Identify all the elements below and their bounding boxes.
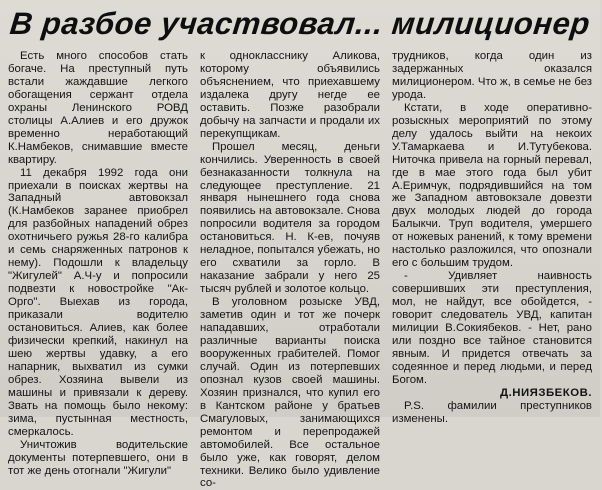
paragraph: - Удивляет наивность совершивших эти преступления, мол, не найдут, все обойдется, - говорит следователь УВД, капитан милиции В.Сокиябеков. - Нет, рано или поздно все тайное становится явным. И придется отвечать за содеянное и перед людьми, и перед Богом. <box>392 270 592 386</box>
paragraph: к однокласснику Аликова, которому объявились объяснением, что приехавшему издалека другу негде ее оставить. Позже разобрали добычу на запчасти и продали их перекупщикам. <box>200 50 380 140</box>
paragraph: Уничтожив водительские документы потерпевшего, они в тот же день отогнали "Жигули" <box>8 438 188 477</box>
paragraph: Прошел месяц, деньги кончились. Уверенность в своей безнаказанности толкнула на следующее преступление. 21 января нынешнего года снова появились на автовокзале. Снова попросили водителя за городом остановиться. Н. К-ев, почуяв неладное, попытался убежать, но его схватили за горло. В наказание забрали у него 25 тысяч рублей и золотое кольцо. <box>200 140 380 296</box>
paragraph: Есть много способов стать богаче. На преступный путь встали жаждавшие легкого обогащения сержант отдела охраны Ленинского РОВД столицы А.Алиев и его дружок временно неработающий К.Намбеков, снимавшие вместе квартиру. <box>8 50 188 166</box>
author-signature: Д.НИЯЗБЕКОВ. <box>499 386 592 399</box>
paragraph: трудников, когда один из задержанных оказался милиционером. Что ж, в семье не без урода. <box>392 50 593 101</box>
article-headline: В разбое участвовал... милиционер <box>8 6 592 41</box>
article-column-2 <box>200 50 380 490</box>
article-column-1 <box>8 50 188 477</box>
paragraph: В уголовном розыске УВД, заметив один и тот же почерк нападавших, отработали различные варианты поиска вооруженных грабителей. Помог случай. Один из потерпевших опознал кузов своей машины. Хозяин признался, что купил его в Кантском районе у братьев Смагуловых, занимающихся ремонтом и перепродажей автомобилей. Все остальное было уже, как говорят, делом техники. Велико было удивление со- <box>200 296 380 490</box>
paragraph: Кстати, в ходе оперативно-розыскных мероприятий по этому делу удалось выйти на некоих У.Тамаркаева и И.Тутубекова. Ниточка привела на горный перевал, где в мае этого года был убит А.Еримчук, подрядившийся на том же Западном автовокзале довезти двух молодых людей до города Балыкчи. Труп водителя, умершего от ножевых ранений, к тому времени настолько разложился, что опознали его с большим трудом. <box>392 101 592 270</box>
postscript: P.S. фамилии преступников изменены. <box>392 399 592 425</box>
article-column-3 <box>392 50 593 425</box>
paragraph: 11 декабря 1992 года они приехали в поисках жертвы на Западный автовокзал (К.Намбеков заранее приобрел для разбойных нападений обрез охотничьего ружья 28-го калибра и семь снаряженных патронов к нему). Подошли к владельцу "Жигулей" А.Ч-у и попросили подвезти к новостройке "Ак-Орго". Выехав из города, приказали водителю остановиться. Алиев, как более физически крепкий, накинул на шею жертвы удавку, а его напарник, выхватил из сумки обрез. Хозяина вывели из машины и привязали к дереву. Звать на помощь было некому: зима, пустынная местность, смеркалось. <box>8 166 188 438</box>
